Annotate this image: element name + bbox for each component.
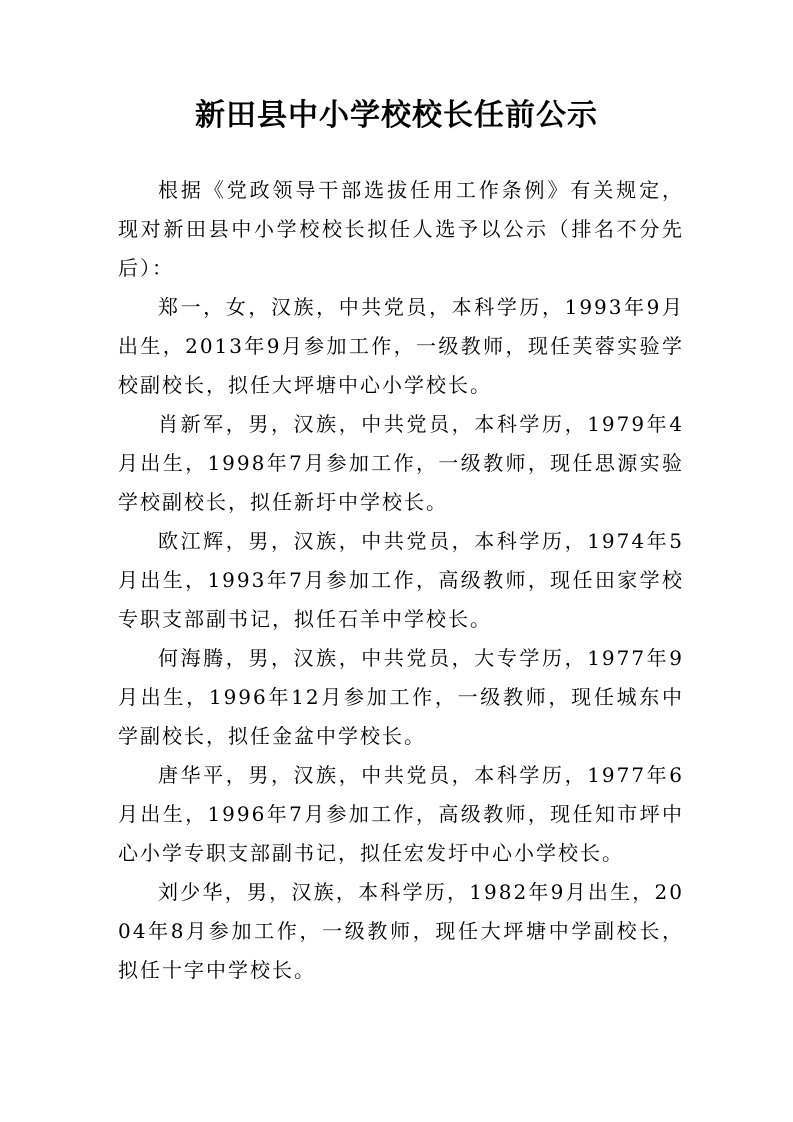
intro-paragraph: 根据《党政领导干部选拔任用工作条例》有关规定，现对新田县中小学校校长拟任人选予以公示（排名不分先后）： [118, 178, 684, 280]
candidate-paragraph: 何海腾，男，汉族，中共党员，大专学历，1977年9月出生，1996年12月参加工作，一级教师，现任城东中学副校长，拟任金盆中学校长。 [118, 646, 684, 748]
candidate-paragraph: 唐华平，男，汉族，中共党员，本科学历，1977年6月出生，1996年7月参加工作，高级教师，现任知市坪中心小学专职支部副书记，拟任宏发圩中心小学校长。 [118, 763, 684, 865]
candidate-paragraph: 肖新军，男，汉族，中共党员，本科学历，1979年4月出生，1998年7月参加工作，一级教师，现任思源实验学校副校长，拟任新圩中学校长。 [118, 412, 684, 514]
candidate-paragraph: 郑一，女，汉族，中共党员，本科学历，1993年9月出生，2013年9月参加工作，一级教师，现任芙蓉实验学校副校长，拟任大坪塘中心小学校长。 [118, 295, 684, 397]
candidate-paragraph: 欧江辉，男，汉族，中共党员，本科学历，1974年5月出生，1993年7月参加工作，高级教师，现任田家学校专职支部副书记，拟任石羊中学校长。 [118, 529, 684, 631]
candidate-paragraph: 刘少华，男，汉族，本科学历，1982年9月出生，2004年8月参加工作，一级教师，现任大坪塘中学副校长，拟任十字中学校长。 [118, 880, 684, 982]
page-title: 新田县中小学校校长任前公示 [195, 98, 598, 133]
document-body [118, 171, 684, 990]
